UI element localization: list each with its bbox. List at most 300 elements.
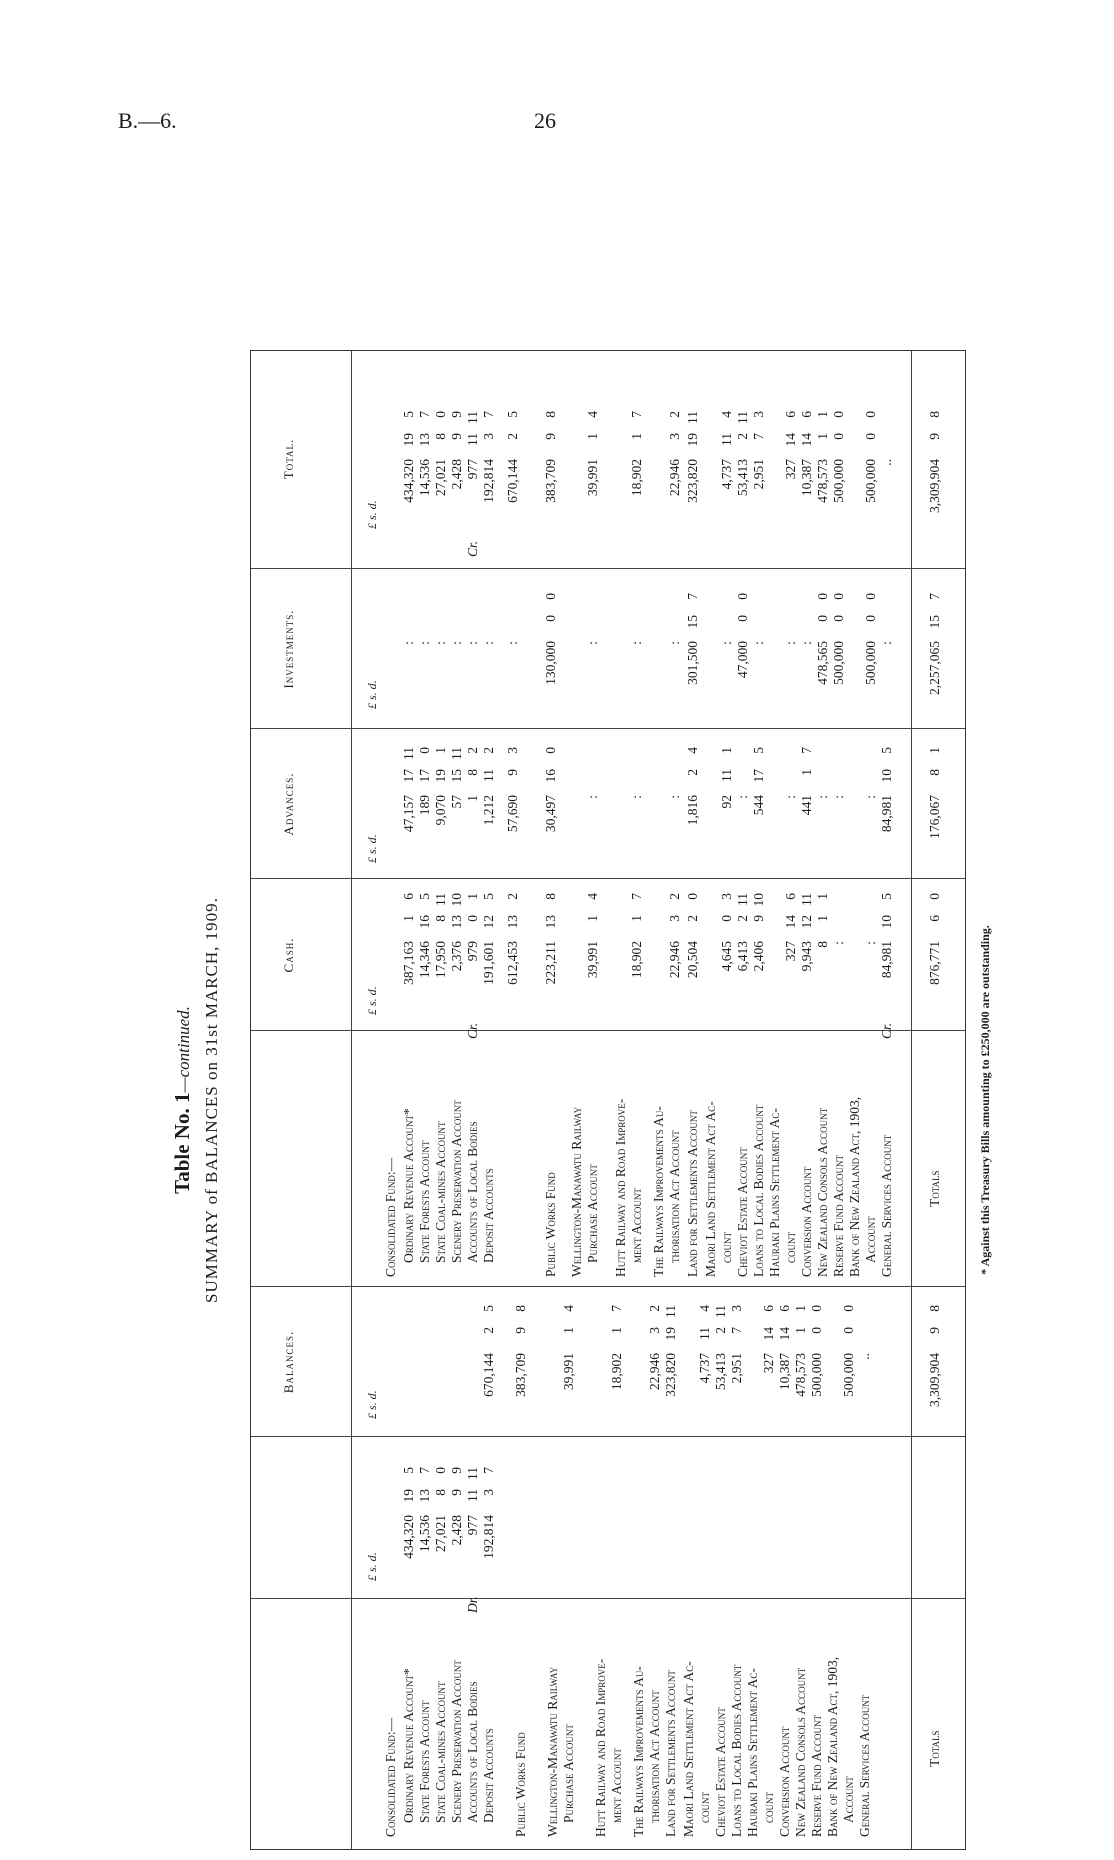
pounds: 977 (465, 1515, 480, 1536)
pence: 7 (417, 1467, 432, 1474)
units-total: £ s. d. (365, 500, 379, 529)
left-row-label: Ordinary Revenue Account* (401, 1668, 416, 1823)
pounds: 2,951 (729, 1353, 744, 1384)
right-row-label: General Services Account (879, 1134, 894, 1277)
pence: 0 (735, 593, 750, 600)
pence: 0 (543, 747, 558, 754)
pounds: 500,000 (863, 641, 878, 685)
pounds: 130,000 (543, 641, 558, 685)
advances-amount (783, 747, 799, 867)
left-balance-amount (857, 1305, 873, 1425)
right-row-label: ment Account (629, 1188, 644, 1263)
left-row-label: count (697, 1792, 712, 1823)
shillings: 12 (799, 915, 814, 929)
total-amount (719, 411, 735, 531)
pence: 1 (815, 893, 830, 900)
shillings: 11 (481, 769, 496, 782)
right-row-label: thorisation Act Account (667, 1130, 682, 1263)
pounds: 189 (417, 795, 432, 816)
right-row-label: Bank of New Zealand Act, 1903, (847, 1096, 862, 1277)
pounds: : (449, 641, 464, 645)
left-balance-amount (609, 1305, 625, 1425)
pounds: 22,946 (667, 459, 682, 497)
advances-amount (585, 747, 601, 867)
pence: 11 (433, 893, 448, 906)
pounds: : (751, 641, 766, 645)
pounds: : (505, 641, 520, 645)
pounds: 612,453 (505, 941, 520, 985)
pounds: : (481, 641, 496, 645)
investments-amount (585, 593, 601, 713)
left-row-label: Land for Settlements Account (663, 1670, 678, 1837)
left-sub-amount (433, 1467, 449, 1587)
investments-amount (543, 593, 559, 713)
left-balance-amount (713, 1305, 729, 1425)
pounds: : (667, 795, 682, 799)
investments-amount (449, 593, 465, 713)
advances-amount (433, 747, 449, 867)
balances-header: Balances. (281, 1330, 296, 1394)
pounds: 192,814 (481, 1515, 496, 1559)
pence: 8 (513, 1305, 528, 1312)
pence: 11 (713, 1305, 728, 1318)
pence: 11 (735, 411, 750, 424)
shillings: 2 (481, 1327, 496, 1334)
pence: 10 (449, 893, 464, 907)
pence: 5 (401, 1467, 416, 1474)
investments-amount (735, 593, 751, 713)
shillings: 9 (449, 1489, 464, 1496)
shillings: 2 (505, 433, 520, 440)
pounds: 478,573 (793, 1353, 808, 1397)
right-row-label: Purchase Account (585, 1164, 600, 1263)
investments-amount (401, 593, 417, 713)
total-amount (667, 411, 683, 531)
pence: 2 (667, 893, 682, 900)
pounds: 2,406 (751, 941, 766, 972)
shillings: 11 (697, 1327, 712, 1340)
shillings: 15 (927, 615, 942, 629)
shillings: 8 (927, 769, 942, 776)
shillings: 14 (783, 433, 798, 447)
cash-amount (751, 893, 767, 1013)
right-row-label: Reserve Fund Account (831, 1154, 846, 1277)
pounds: : (783, 641, 798, 645)
left-sub-amount (401, 1467, 417, 1587)
col-divider (251, 878, 965, 879)
right-row-label: Maori Land Settlement Act Ac- (703, 1101, 718, 1277)
shillings: 12 (481, 915, 496, 929)
pounds: 876,771 (927, 941, 942, 985)
pounds: : (585, 641, 600, 645)
shillings: 9 (505, 769, 520, 776)
pounds: 18,902 (629, 941, 644, 979)
left-row-label: Bank of New Zealand Act, 1903, (825, 1656, 840, 1837)
shillings: 9 (927, 433, 942, 440)
summary-table (250, 350, 966, 1850)
pence: 11 (401, 747, 416, 760)
left-row-label: Loans to Local Bodies Account (729, 1664, 744, 1837)
pence: 1 (719, 747, 734, 754)
pence: 7 (629, 411, 644, 418)
units-advances: £ s. d. (365, 834, 379, 863)
right-row-label: State Coal-mines Account (433, 1121, 448, 1263)
pounds: : (417, 641, 432, 645)
pounds: 9,070 (433, 795, 448, 826)
shillings: 17 (401, 769, 416, 783)
pounds: 478,565 (815, 641, 830, 685)
total-amount (863, 411, 879, 531)
total-amount (465, 411, 481, 557)
pence: 8 (927, 411, 942, 418)
shillings: 14 (799, 433, 814, 447)
pounds: 2,257,065 (927, 641, 942, 695)
advances-amount (505, 747, 521, 867)
pence: 7 (481, 1467, 496, 1474)
pounds: 979 (465, 941, 480, 962)
cash-amount (449, 893, 465, 1013)
pounds: 9,943 (799, 941, 814, 972)
pounds: 4,737 (697, 1353, 712, 1384)
shillings: 17 (751, 769, 766, 783)
left-row-label: Maori Land Settlement Act Ac- (681, 1661, 696, 1837)
pounds: 176,067 (927, 795, 942, 839)
shillings: 3 (481, 433, 496, 440)
totals-divider (911, 351, 912, 1849)
left-row-label: Wellington-Manawatu Railway (545, 1666, 560, 1837)
pence: 0 (841, 1305, 856, 1312)
advances-amount (481, 747, 497, 867)
pounds: 10,387 (799, 459, 814, 497)
shillings: 0 (831, 615, 846, 622)
units-cash: £ s. d. (365, 986, 379, 1015)
pounds: 383,709 (513, 1353, 528, 1397)
total-amount (831, 411, 847, 531)
right-row-label: Cheviot Estate Account (735, 1147, 750, 1277)
pounds: 670,144 (505, 459, 520, 503)
left-balance-amount (513, 1305, 529, 1425)
shillings: 13 (417, 1489, 432, 1503)
advances-amount (629, 747, 645, 867)
pounds: 1,816 (685, 795, 700, 826)
pounds: 18,902 (629, 459, 644, 497)
shillings: 9 (751, 915, 766, 922)
right-row-label: Land for Settlements Account (685, 1110, 700, 1277)
pence: 6 (777, 1305, 792, 1312)
advances-amount (927, 747, 943, 867)
left-row-label: count (761, 1792, 776, 1823)
pence: 11 (465, 1467, 480, 1480)
shillings: 0 (735, 615, 750, 622)
investments-amount (505, 593, 521, 713)
pounds: : (783, 795, 798, 799)
pence: 3 (505, 747, 520, 754)
pounds: 22,946 (667, 941, 682, 979)
advances-amount (879, 747, 895, 867)
pence: 11 (465, 411, 480, 424)
investments-amount (927, 593, 943, 713)
pounds: 500,000 (831, 641, 846, 685)
left-balance-amount (697, 1305, 713, 1425)
advances-amount (465, 747, 481, 867)
total-amount (481, 411, 497, 531)
page-number: 26 (534, 108, 556, 133)
cash-amount (719, 893, 735, 1013)
pounds: 301,500 (685, 641, 700, 685)
right-row-label: Ordinary Revenue Account* (401, 1108, 416, 1263)
shillings: 19 (433, 769, 448, 783)
left-balance-amount (561, 1305, 577, 1425)
pence: 6 (783, 893, 798, 900)
total-amount (449, 411, 465, 531)
left-row-label: Cheviot Estate Account (713, 1707, 728, 1837)
investments-amount (783, 593, 799, 713)
left-row-label: State Coal-mines Account (433, 1681, 448, 1823)
right-row-label: New Zealand Consols Account (815, 1107, 830, 1277)
pence: 0 (831, 593, 846, 600)
pence: 2 (647, 1305, 662, 1312)
pounds: 327 (783, 459, 798, 480)
pence: 2 (481, 747, 496, 754)
shillings: 15 (685, 615, 700, 629)
investments-amount (417, 593, 433, 713)
cash-amount (481, 893, 497, 1013)
pence: 11 (735, 893, 750, 906)
pounds: 10,387 (777, 1353, 792, 1391)
pounds: 14,536 (417, 1515, 432, 1553)
advances-amount (735, 747, 751, 867)
pence: 4 (685, 747, 700, 754)
advances-amount (815, 747, 831, 867)
cash-amount (667, 893, 683, 1013)
pounds: : (879, 641, 894, 645)
pounds: 27,021 (433, 459, 448, 497)
cash-amount (401, 893, 417, 1013)
shillings: 0 (863, 615, 878, 622)
pence: 7 (799, 747, 814, 754)
pence: 0 (815, 593, 830, 600)
pounds: : (433, 641, 448, 645)
cash-amount (879, 893, 895, 1039)
right-row-label: Accounts of Local Bodies (465, 1121, 480, 1263)
pence: 9 (449, 1467, 464, 1474)
pounds: 478,573 (815, 459, 830, 503)
shillings: 2 (685, 769, 700, 776)
left-row-label: Reserve Fund Account (809, 1714, 824, 1837)
right-row-label: Consolidated Fund:— (383, 1157, 398, 1277)
shillings: 1 (793, 1327, 808, 1334)
pounds: 53,413 (735, 459, 750, 497)
pence: 5 (751, 747, 766, 754)
investments-amount (433, 593, 449, 713)
left-sub-amount (481, 1467, 497, 1587)
advances-amount (831, 747, 847, 867)
left-balance-amount (761, 1305, 777, 1425)
pounds: 191,601 (481, 941, 496, 985)
pounds: : (735, 795, 750, 799)
pence: 0 (863, 411, 878, 418)
pounds: 14,346 (417, 941, 432, 979)
shillings: 9 (513, 1327, 528, 1334)
left-balance-amount (729, 1305, 745, 1425)
pounds: : (401, 641, 416, 645)
pounds: 3,309,904 (927, 1353, 942, 1407)
pence: 9 (449, 411, 464, 418)
right-row-label: The Railways Improvements Au- (651, 1106, 666, 1277)
shillings: 2 (685, 915, 700, 922)
pounds: 500,000 (831, 459, 846, 503)
investments-amount (799, 593, 815, 713)
shillings: 0 (841, 1327, 856, 1334)
left-row-label: Hauraki Plains Settlement Ac- (745, 1668, 760, 1837)
right-row-label: Hutt Railway and Road Improve- (613, 1098, 628, 1277)
pence: 2 (505, 893, 520, 900)
pence: 3 (751, 411, 766, 418)
shillings: 19 (401, 1489, 416, 1503)
advances-amount (449, 747, 465, 867)
cash-amount (543, 893, 559, 1013)
pounds: 323,820 (663, 1353, 678, 1397)
cash-amount (585, 893, 601, 1013)
total-amount (927, 411, 943, 531)
units-investments: £ s. d. (365, 680, 379, 709)
pounds: 3,309,904 (927, 459, 942, 513)
pounds: 18,902 (609, 1353, 624, 1391)
shillings: 19 (663, 1327, 678, 1341)
shillings: 3 (647, 1327, 662, 1334)
right-row-label: Deposit Accounts (481, 1168, 496, 1263)
pence: 0 (863, 593, 878, 600)
left-row-label: The Railways Improvements Au- (631, 1666, 646, 1837)
pence: 1 (815, 411, 830, 418)
total-amount (735, 411, 751, 531)
shillings: 8 (465, 769, 480, 776)
pounds: 387,163 (401, 941, 416, 985)
total-amount (815, 411, 831, 531)
investments-amount (719, 593, 735, 713)
pounds: : (585, 795, 600, 799)
left-balance-amount (481, 1305, 497, 1425)
investments-amount (481, 593, 497, 713)
shillings: 3 (481, 1489, 496, 1496)
pounds: 39,991 (561, 1353, 576, 1391)
right-row-label: Loans to Local Bodies Account (751, 1104, 766, 1277)
pounds: 2,376 (449, 941, 464, 972)
shillings: 9 (543, 433, 558, 440)
pounds: : (831, 795, 846, 799)
table-title-suffix: —continued. (174, 1006, 193, 1093)
cash-amount (433, 893, 449, 1013)
pence: 3 (729, 1305, 744, 1312)
investments-amount (667, 593, 683, 713)
shillings: 11 (719, 769, 734, 782)
left-row-label: Consolidated Fund:— (383, 1717, 398, 1837)
pounds: 192,814 (481, 459, 496, 503)
col-divider (251, 1286, 965, 1287)
pounds: 383,709 (543, 459, 558, 503)
pence: 11 (685, 411, 700, 424)
left-row-label: Conversion Account (777, 1726, 792, 1837)
shillings: 19 (685, 433, 700, 447)
shillings: 16 (543, 769, 558, 783)
units-balances: £ s. d. (365, 1390, 379, 1419)
shillings: 0 (809, 1327, 824, 1334)
pounds: 57,690 (505, 795, 520, 833)
pounds: 323,820 (685, 459, 700, 503)
pounds: 1 (465, 795, 480, 802)
left-row-label: Deposit Accounts (481, 1728, 496, 1823)
pounds: : (863, 795, 878, 799)
shillings: 7 (729, 1327, 744, 1334)
pence: 4 (697, 1305, 712, 1312)
pounds: : (667, 641, 682, 645)
cash-amount (505, 893, 521, 1013)
pence: 10 (751, 893, 766, 907)
shillings: 19 (401, 433, 416, 447)
advances-header: Advances. (281, 772, 296, 836)
total-amount (401, 411, 417, 531)
total-amount (629, 411, 645, 531)
left-balance-amount (777, 1305, 793, 1425)
shillings: 10 (879, 915, 894, 929)
pence: 7 (629, 893, 644, 900)
left-row-label: Totals (927, 1730, 942, 1767)
pence: 0 (433, 411, 448, 418)
pounds: 84,981 (879, 795, 894, 833)
advances-amount (799, 747, 815, 867)
left-sub-amount (449, 1467, 465, 1587)
total-amount (543, 411, 559, 531)
pence: 4 (585, 893, 600, 900)
pence: 4 (585, 411, 600, 418)
pence: 0 (433, 1467, 448, 1474)
pounds: : (719, 641, 734, 645)
table-subtitle: SUMMARY of BALANCES on 31st MARCH, 1909. (202, 897, 221, 1303)
col-divider (251, 1598, 965, 1599)
shillings: 0 (543, 615, 558, 622)
cash-amount (927, 893, 943, 1013)
pounds: 22,946 (647, 1353, 662, 1391)
page-reference: B.—6. (118, 108, 177, 133)
left-sub-amount (417, 1467, 433, 1587)
pounds: : (863, 941, 878, 945)
pounds: 500,000 (841, 1353, 856, 1397)
right-row-label: State Forests Account (417, 1140, 432, 1263)
pence: 0 (417, 747, 432, 754)
pounds: .. (857, 1353, 872, 1360)
pounds: 977 (465, 459, 480, 480)
investments-amount (685, 593, 701, 713)
shillings: 17 (417, 769, 432, 783)
right-row-label: count (719, 1232, 734, 1263)
left-balance-amount (809, 1305, 825, 1425)
pence: 7 (417, 411, 432, 418)
left-row-label: New Zealand Consols Account (793, 1667, 808, 1837)
total-amount (505, 411, 521, 531)
pence: 1 (793, 1305, 808, 1312)
pounds: 6,413 (735, 941, 750, 972)
total-amount (433, 411, 449, 531)
cash-amount (799, 893, 815, 1013)
pounds: : (799, 641, 814, 645)
header-divider (351, 351, 352, 1849)
pounds: : (815, 795, 830, 799)
shillings: 13 (417, 433, 432, 447)
shillings: 2 (713, 1327, 728, 1334)
pounds: 30,497 (543, 795, 558, 833)
shillings: 0 (863, 433, 878, 440)
shillings: 16 (417, 915, 432, 929)
